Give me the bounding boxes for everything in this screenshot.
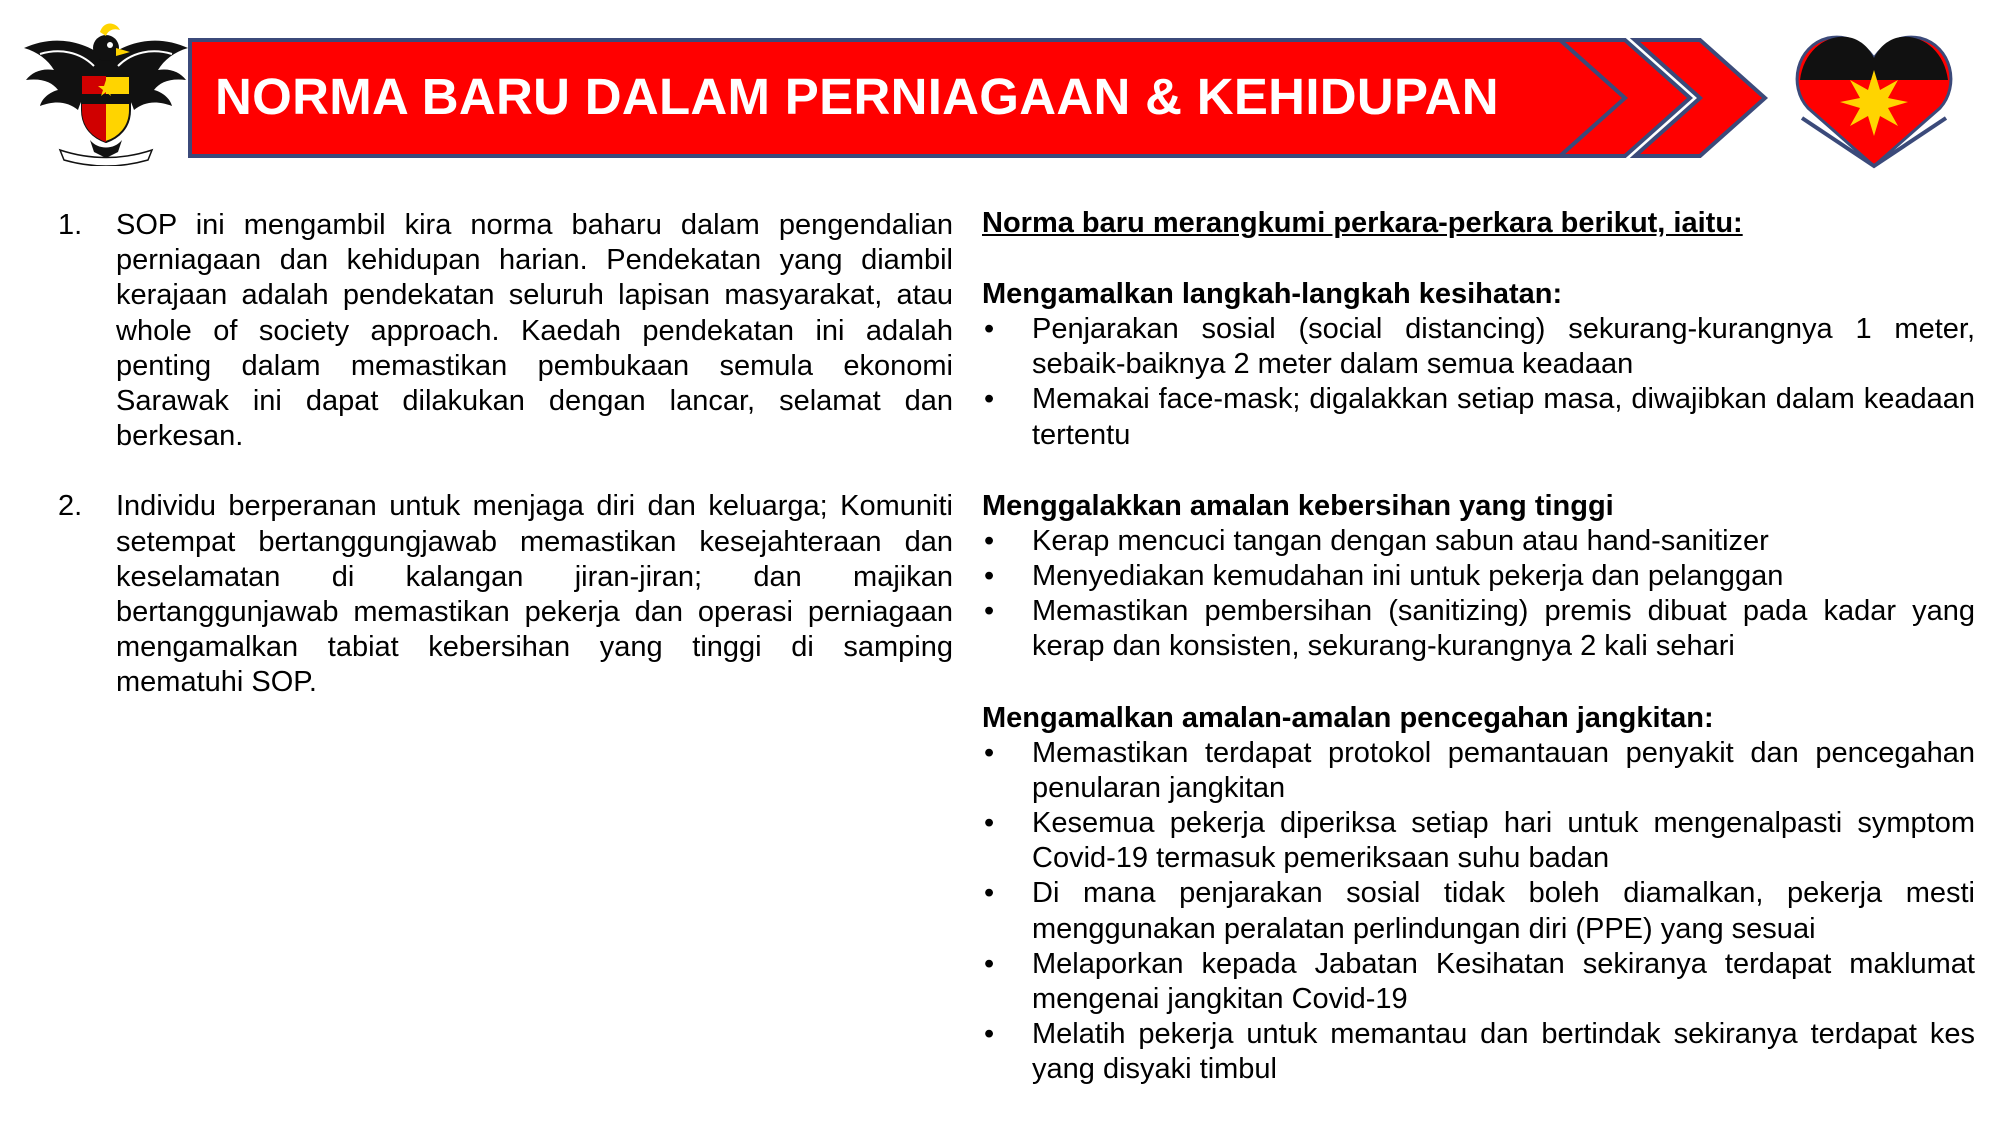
bullet-icon: • — [984, 807, 995, 840]
list-item: • Kerap mencuci tangan dengan sabun atau hand-sanitizer — [982, 524, 1975, 559]
list-item: • Penjarakan sosial (social distancing) sekurang-kurangnya 1 meter, sebaik-baiknya 2 meter dalam semua keadaan — [982, 312, 1975, 382]
paragraph-2 — [58, 489, 953, 700]
paragraph-number: 1. — [58, 209, 83, 241]
bullet-icon: • — [984, 947, 995, 980]
paragraph-1 — [58, 208, 953, 454]
section-hygiene — [982, 488, 1975, 665]
bullet-icon: • — [984, 877, 995, 910]
bullet-icon: • — [984, 736, 995, 769]
list-item: • Melatih pekerja untuk memantau dan bertindak sekiranya terdapat kes yang disyaki timbul — [982, 1017, 1975, 1087]
bullet-icon: • — [984, 383, 995, 416]
left-column — [58, 208, 953, 736]
paragraph-text: Individu berperanan untuk menjaga diri dan keluarga; Komuniti setempat bertanggungjawab memastikan kesejahteraan dan keselamatan di kalangan jiran-jiran; dan majikan bertanggunjawab memastikan pekerja dan operasi perniagaan mengamalkan tabiat kebersihan yang tinggi di samping mematuhi SOP. — [116, 490, 953, 699]
section-title: Menggalakkan amalan kebersihan yang tinggi — [982, 489, 1614, 522]
list-item: • Memastikan pembersihan (sanitizing) premis dibuat pada kadar yang kerap dan konsisten, sekurang-kurangnya 2 kali sehari — [982, 594, 1975, 664]
list-item: • Kesemua pekerja diperiksa setiap hari untuk mengenalpasti symptom Covid-19 termasuk pemeriksaan suhu badan — [982, 806, 1975, 876]
bullet-icon: • — [984, 560, 995, 593]
section-title: Mengamalkan amalan-amalan pencegahan jangkitan: — [982, 701, 1714, 734]
list-item: • Melaporkan kepada Jabatan Kesihatan sekiranya terdapat maklumat mengenai jangkitan Covid-19 — [982, 947, 1975, 1017]
list-item: • Menyediakan kemudahan ini untuk pekerja dan pelanggan — [982, 559, 1975, 594]
bullet-icon: • — [984, 313, 995, 345]
bullet-icon: • — [984, 524, 995, 557]
bullet-icon: • — [984, 1018, 995, 1051]
bullet-icon: • — [984, 595, 995, 628]
section-health-measures — [982, 276, 1975, 453]
paragraph-text: SOP ini mengambil kira norma baharu dalam pengendalian perniagaan dan kehidupan harian. Pendekatan yang diambil kerajaan adalah pendekatan seluruh lapisan masyarakat, atau whole of society approach. Kaedah pendekatan ini adalah penting dalam memastikan pembukaan semula ekonomi Sarawak ini dapat dilakukan dengan lancar, selamat dan berkesan. — [116, 209, 953, 453]
intro-heading: Norma baru merangkumi perkara-perkara berikut, iaitu: — [982, 207, 1743, 239]
page-title: NORMA BARU DALAM PERNIAGAAN & KEHIDUPAN — [215, 68, 1499, 125]
list-item: • Di mana penjarakan sosial tidak boleh diamalkan, pekerja mesti menggunakan peralatan perlindungan diri (PPE) yang sesuai — [982, 876, 1975, 946]
list-item: • Memakai face-mask; digalakkan setiap masa, diwajibkan dalam keadaan tertentu — [982, 382, 1975, 452]
right-column — [982, 205, 1975, 1123]
section-infection-prevention — [982, 700, 1975, 1088]
paragraph-number: 2. — [58, 490, 83, 523]
list-item: • Memastikan terdapat protokol pemantauan penyakit dan pencegahan penularan jangkitan — [982, 736, 1975, 806]
sarawak-heart-logo-icon — [1790, 28, 1958, 173]
sarawak-crest-icon — [20, 18, 192, 166]
section-title: Mengamalkan langkah-langkah kesihatan: — [982, 278, 1563, 310]
